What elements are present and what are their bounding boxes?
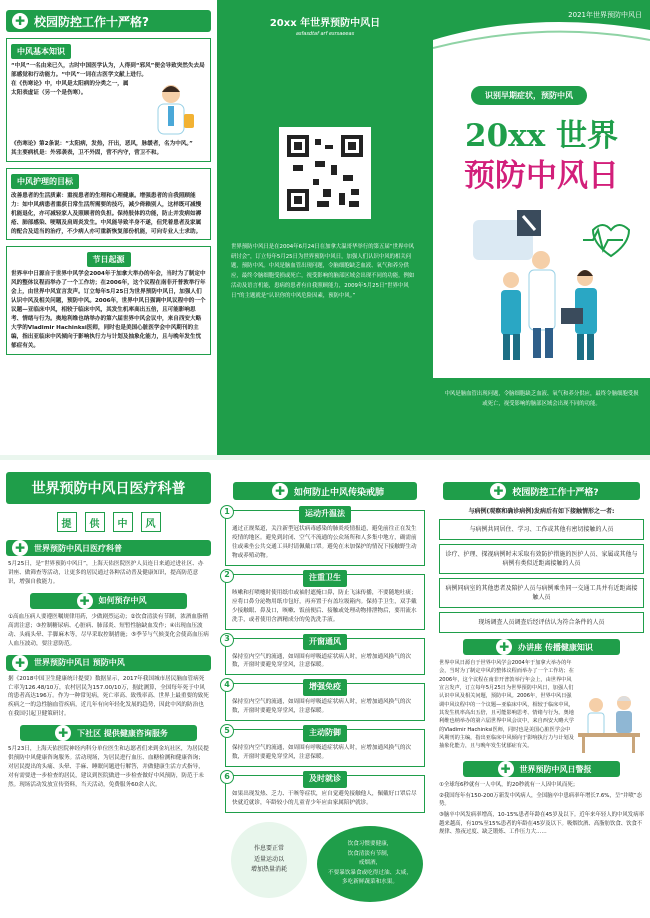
- paragraph: 5月25日，是“世界预防中风日”，上海天佑医院医护人员连日来通过进社区、办讲座、做筛查等活动，让更多的居民通过各种活动普及健康知识，提高防范意识，增强自救能力。: [8, 561, 204, 585]
- section-banner: ✚ 世界预防中风日警报: [463, 761, 620, 777]
- big-title-line-1: 20xx 世界: [465, 118, 618, 154]
- section-title: 世界预防中风日医疗科普: [34, 543, 122, 553]
- panel-top-right: [433, 0, 650, 455]
- title-char: 中: [113, 512, 133, 532]
- step-number: 5: [220, 724, 234, 738]
- step-number: 6: [220, 770, 234, 784]
- paragraph: 在《伤寒论》中，中风是太阳病的分类之一，属太阳表虚证（另一个是伤寒）。: [11, 80, 129, 96]
- step-number: 1: [220, 505, 234, 519]
- step-number: 4: [220, 678, 234, 692]
- step-label: 运动升温法: [299, 506, 351, 523]
- step-label: 增强免疫: [303, 679, 347, 696]
- step-text: 保持室内空气的流通，如周围有呼吸道症状病人时，应增加通风换气的次数，开窗时要避免穿堂风，注意保暖。: [232, 699, 412, 715]
- title-char: 提: [57, 512, 77, 532]
- qr-code[interactable]: [279, 127, 371, 219]
- step-label: 及时就诊: [303, 771, 347, 788]
- step-text: 保持室内空气的流通，如周围有呼吸道症状病人时，应增加通风换气的次数，开窗时要避免穿堂风，注意保暖。: [232, 745, 412, 761]
- section-banner: ✚ 如何预存中风: [30, 593, 187, 609]
- paragraph: ①高血压病人要遵医嘱规律用药，少做剧烈运动；②饮食清淡有节制，浓酒血脂稍高需注意；③控制糖尿病、心脏病、肺部炎、短暂性脑缺血发作；④出现血压波动、头痛头晕、手脚麻木等，尽早采取控制措施；⑤季节与气候变化会使高血压病人血压波动，要注意防范。: [8, 613, 209, 647]
- step-number: 2: [220, 569, 234, 583]
- section-tag: 中风基本知识: [11, 44, 71, 59]
- consultation-illustration: [574, 659, 644, 755]
- section-tag: 中风护理的目标: [11, 174, 79, 189]
- step-card: [224, 725, 425, 767]
- section-tag: 节日起源: [87, 252, 131, 267]
- doctors-illustration: [433, 200, 650, 370]
- paragraph: “中风”一名由来已久，古时中国医学认为，人得到“邪风”便会导致突然失去局部感觉和行动能力。“中风”一词在古医学文献上进行。: [11, 63, 205, 78]
- paragraph: ①全球每6秒就有一人中风，的20秒就有一人因中风而死；: [439, 782, 579, 788]
- panel-subtitle: asfasdtaf arf esrsaeeas: [295, 31, 355, 37]
- section-banner: [6, 10, 211, 32]
- step-text: 如果出现发热、乏力、干咳等症状，应自觉避免接触他人，佩戴好口罩后尽快就近就诊，年龄较小的儿童青少年应由家属陪护就诊。: [232, 791, 417, 807]
- paragraph: 与病例(观察和确诊病例)发病后有如下接触情形之一者:: [468, 508, 615, 515]
- steps-list: [217, 506, 433, 813]
- step-text: 通过正规渠道，关注新型冠状病毒感染的肺炎疫情报道，避免前往正在发生疫情的地区。避免到封闭、空气不流通的公众场所和人多集中地方，确需前往或乘坐公共交通工具时请佩戴口罩。避免在未加保护的情况下接触野生动物或养殖动物。: [232, 526, 417, 559]
- list-item: 诊疗、护理、探视病例时未采取有效防护措施的医护人员、家属或其他与病例有类似近距离接触的人员: [439, 544, 644, 574]
- section-banner: ✚ 世界预防中风日 预防中风: [6, 655, 211, 671]
- wave-decoration: [433, 0, 650, 60]
- step-number: 3: [220, 633, 234, 647]
- paragraph: 改善患者的生活质素：重视患者的生理和心理健康。增强患者的自我照顾能力：如中风病患者重获日常生活所需要的技巧，减少倚赖别人，这样既可减慢机能退化，亦可减轻家人及照顾者的负担。保持肢体的功能，防止并发病如褥疮、肺部感染、哽咽及肩周炎发生。中风能导致半身不遂，但凭着患者及家属的配合及适当的治疗，不少病人亦可重新恢复部份机能，可向专业人士求助。: [11, 192, 202, 235]
- paragraph: 据《2018中国卫生健康统计提要》数据显示，2017年我国城市居民脑血管病死亡率为126.48/10万，农村居民为157.00/10万，据此测算，全国每年死于中风的患者高达196万。作为一种常见病，死亡率高、致残率高、世界上最重要的致死疾病之一的急性脑血管疾病，近几年有向年轻化发展的趋势，因此中风的防治也在我国引起卫健策研讨。: [8, 675, 209, 718]
- step-card: [224, 679, 425, 721]
- paragraph: 《伤寒论》第2条说：“太阳病，发热，汗出，恶风，脉缓者，名为中风。”: [11, 140, 193, 147]
- step-card: [224, 634, 425, 676]
- paragraph: 世界预防中风日是在2004年6月24日在加拿大温哥华举行的第五届“世界中风研讨会”，订立每年5月25日为世界预防中风日，加强人们认识中风的相关问题，预防中风。中风是脑血管出现问题，令脑细胞缺乏血液、氧气和养分供应，最终令脑细胞受损或死亡，视受影响的脑部区域会出现不同的功能，例如活动及语言机能，患病的患者有自我照顾能力，2009年5月25日“世界中风日”的主题就是“认识你的中风危险因素，预防中风。”: [231, 244, 415, 299]
- panel-bottom-middle: [217, 460, 433, 918]
- panel-top-left: [0, 0, 217, 455]
- step-card: [224, 771, 425, 813]
- panel-title: 世界预防中风日医疗科普: [6, 472, 211, 504]
- title-char: 供: [85, 512, 105, 532]
- paragraph: 中风是脑血管出现问题，令脑细胞缺乏血液、氧气和养分供应，最终令脑细胞受损或死亡，视受影响的脑部区域会出现不同的功能。: [444, 391, 639, 407]
- tip-bubble: 作息要正常 适量运动以 增加热量消耗: [231, 822, 307, 898]
- paragraph: 世界中风日源自于世界中风学会2004年于加拿大举办的年会，当时为了制定中风的整体议程而举办了一个工作坊；在2006年，这个议程在南非开普敦举行年会上，由世界中风宣言发声，订立每年5月25日为世界预防中风日，加强人们认识中风及相关问题，预防中风。2006年，世界中风日强调中风议程中的一个议题—亚临床中风，相较于临床中风，其发生机率高出五倍，且可能影响思考、情绪与行为。奥地利维也纳举办的第六届世界中风会议中，来自西安大略大学的Vladimir Hachinksi医师，同时也是美国心脏医学会中风期刊的主编，指出亚临床中风倾向于影响执行力与计划及抽象化能力，且与晚年发生忧郁症有关。: [439, 660, 574, 750]
- step-text: 保持室内空气的流通，如周围有呼吸道症状病人时，应增加通风换气的次数，开窗时要避免穿堂风，注意保暖。: [232, 653, 412, 669]
- section-banner: ✚ 世界预防中风日医疗科普: [6, 540, 211, 556]
- list-item: 病例同病室的其他患者及陪护人员与病例乘坐同一交通工具并有近距离接触人员: [439, 578, 644, 608]
- slogan-pill: 识别早期症状，预防中风: [471, 86, 587, 105]
- section-banner: ✚ 校园防控工作十严格?: [443, 482, 640, 500]
- big-title-line-2: 预防中风日: [464, 158, 619, 194]
- doctor-illustration: [136, 80, 206, 140]
- title-char: 风: [141, 512, 161, 532]
- panel-bottom-left: [0, 460, 217, 918]
- section-banner: ✚ 办讲座 传播健康知识: [463, 639, 620, 655]
- paragraph: ②我国每年有150-200万新发中风病人，全国脑卒中患病率年增长7.6%，呈“井喷”态势。: [439, 792, 642, 808]
- section-title: 世界预防中风日 预防中风: [34, 658, 125, 668]
- section-title: 下社区 提供健康咨询服务: [77, 728, 168, 738]
- panel-title: 如何防止中风传染戒肺: [293, 487, 384, 498]
- step-card: [224, 506, 425, 566]
- panel-title: 校园防控工作十严格?: [512, 487, 599, 498]
- step-label: 开窗通风: [303, 634, 347, 651]
- panel-title: 校园防控工作十严格?: [34, 14, 149, 29]
- section-banner: ✚ 下社区 提供健康咨询服务: [20, 725, 197, 741]
- panel-title: 20xx 年世界预防中风日: [269, 18, 381, 29]
- paragraph: 5月23日，上海天佑医院神经内科分单位医生和志愿者们来到金坑社区，为居民提供预防中风健康咨询服务。活动现场，为居民进行血压、血糖检测和健康咨询；对居民提出的头痛、头晕、手麻、睡眠问题进行解答，并做健康生活方式指导，对有需要进一步检查的居民，建议到医院做进一步检查做好中风预防，防范于未然。现场活动发放宣传资料，当天活动，免费服务60余人次。: [8, 746, 209, 788]
- step-label: 主动防御: [303, 725, 347, 742]
- step-label: 注重卫生: [303, 570, 347, 587]
- plus-icon: ✚: [12, 13, 28, 29]
- panel-title: 2021年世界预防中风日: [568, 11, 642, 19]
- paragraph: 其主要病机是：外邪袭表，卫不外固，营不内守，营卫不和。: [11, 149, 163, 156]
- section-title: 世界预防中风日警报: [519, 764, 592, 774]
- panel-top-middle: [217, 0, 433, 455]
- section-title: 办讲座 传播健康知识: [518, 642, 593, 652]
- section-title: 如何预存中风: [98, 596, 147, 606]
- section-banner: ✚ 如何防止中风传染戒肺: [233, 482, 417, 500]
- list-item: 与病例共同居住、学习、工作或其他有密切接触的人员: [439, 519, 644, 540]
- list-item: 现场调查人员调查后经评估认为符合条件的人员: [439, 612, 644, 633]
- tip-bubble: 饮食习惯要健康， 饮食清淡有节制， 戒烟酒， 不要暴饮暴食或吃得过油、太咸， 多吃新鲜蔬菜和水果。: [317, 826, 423, 902]
- paragraph: 世界卒中日源自于世界中风学会2004年于加拿大举办的年会，当时为了制定中风的整体议程而举办了一个工作坊；在2006年，这个议程在南非开普敦举行年会上，由世界中风宣言发声。订立每年5月25日为世界预防中风日，加强人们认识中风及相关问题，预防中风。2006年，世界中风日强调中风议程中的一个议题—亚临床中风，相较于临床中风，其发生机率高出五倍，且可能影响思考、情绪与行为。奥地利维也纳举办的第六届世界中风会议中，来自西安大略大学的Vladimir Hachinksi医师，同时也是美国心脏医学会中风期刊的主编，指出亚临床中风倾向于影响执行力与计划及抽象化能力，且与晚年发生忧郁症有关。: [11, 271, 206, 349]
- panel-bottom-right: [433, 460, 650, 918]
- step-card: [224, 570, 425, 630]
- step-text: 咳嗽和打喷嚏时使用纸巾或袖肘遮掩口鼻，防止飞沫传播，不要随地吐痰；应将口鼻分泌物用纸巾包好，再弃置于有盖垃圾箱内。保持手卫生，双手戴少接触眼、鼻及口，咳嗽、饭前便后、接触或处理动物排泄物后，要用流水洗手，或者使用含酒精成分的免洗洗手液。: [232, 589, 417, 623]
- paragraph: ③脑卒中风发病率增高，10-15%患者年龄在45岁及以下。近年来年轻人的中风发病率越来越高，有10%至15%患者的年龄在45岁及以下。吸烟饮酒、高脂肪饮食、饮食不规律、熬夜过度、缺乏锻炼、工作压力大……: [439, 811, 644, 836]
